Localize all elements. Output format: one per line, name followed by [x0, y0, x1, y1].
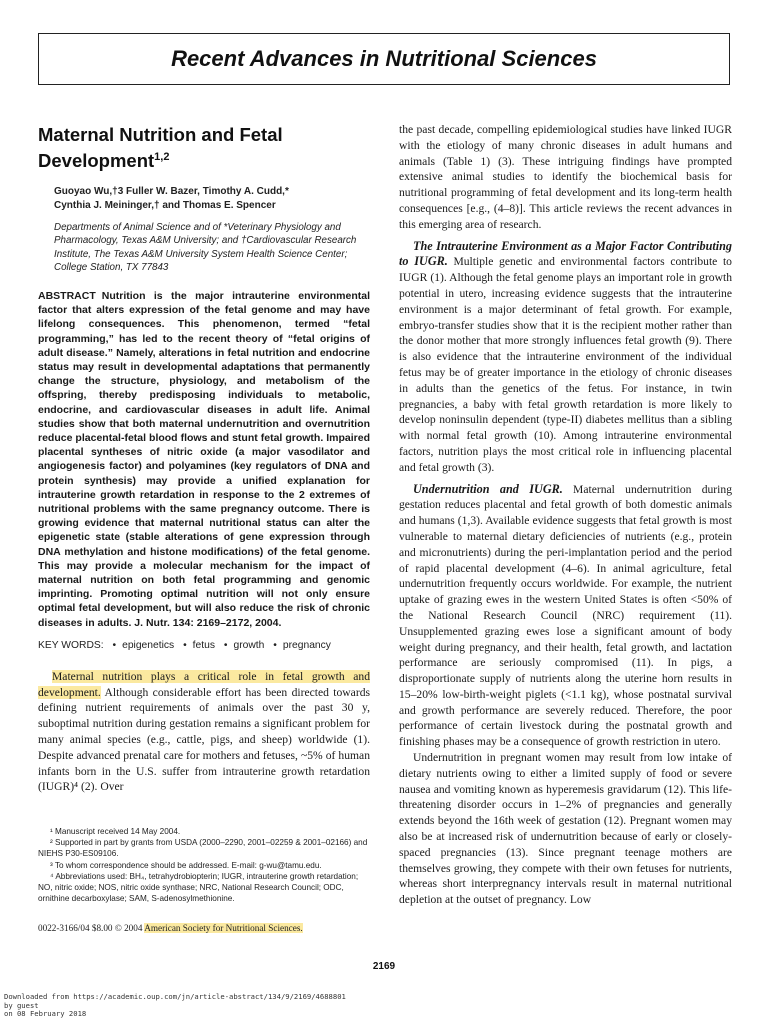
section-text: Multiple genetic and environmental factors contribute to IUGR (1). Although the fetal genome plays an important role in growth potential in utero, increasing evidence suggests that the intrauterine environment is a major determinant of fetal growth. For example, embryo-transfer studies show that it is the recipient mother rather than the donor mother that more strongly influences fetal growth (9). There is also evidence that the intrauterine environment of the individual fetus may be of greater importance in the etiology of chronic diseases in adults than the genetics of the fetus. For instance, in twin pregnancies, a baby with fetal growth retardation is more likely to develop noninsulin dependent (type-II) diabetes mellitus than a sibling with normal fetal growth (10). Among intrauterine environmental factors, nutrition plays the most critical role in influencing placental and fetal growth (3). [399, 255, 732, 474]
journal-section-header [38, 33, 730, 85]
page-number: 2169 [372, 961, 396, 972]
section-text: Maternal undernutrition during gestation reduces placental and fetal growth of both domestic animals and humans (1,3). Available evidence suggests that fetal growth is most vulnerable to maternal dietary deficiencies of nutrients (e.g., protein and micronutrients) during the peri-implantation period and the period of rapid placental development (4–6). In animal agriculture, fetal undernutrition frequently occurs worldwide. For example, the nutrient uptake of grazing ewes in the western United States is often <50% of the National Research Council (NRC) requirement (11). Unsupplemented grazing ewes lose a significant amount of body weight during pregnancy, and their health, fetal growth, and lactation performance are seriously compromised (11). In pigs, a disproportionate supply of nutrients along the uterine horn results in 15–20% low-birth-weight piglets (<1.1 kg), whose postnatal survival and growth performance are severely reduced. Therefore, the poor performance of certain livestock during the postnatal growth and finishing phases may be a consequence of growth restriction in utero. [399, 482, 732, 749]
authors-line-1: Guoyao Wu,†3 Fuller W. Bazer, Timothy A. Cudd,* [54, 186, 289, 198]
download-url: Downloaded from https://academic.oup.com/jn/article-abstract/134/9/2169/4688801 [4, 992, 346, 1001]
keywords [38, 640, 370, 651]
footnotes [38, 826, 370, 904]
section-heading: The Intrauterine Environment as a Major Factor Contributing to IUGR. [399, 238, 732, 269]
left-column [38, 123, 370, 795]
right-column [399, 122, 732, 908]
keyword: growth [233, 639, 265, 651]
keyword: epigenetics [122, 639, 175, 651]
affiliation: Departments of Animal Science and of *Veterinary Physiology and Pharmacology, Texas A&M University; and †Cardiovascular Research Institute, The Texas A&M University System Health Science Center; College Station, TX 77843 [54, 222, 357, 273]
keyword: fetus [192, 639, 215, 651]
section-paragraph [399, 239, 732, 476]
keyword-bullet: • [112, 639, 117, 651]
download-watermark [4, 993, 346, 1019]
footnote: ² Supported in part by grants from USDA (2000–2290, 2001–02259 & 2001–02166) and NIEHS P30-ES09106. [38, 838, 368, 859]
title-footnote-marks: 1,2 [154, 151, 170, 163]
section-paragraph [399, 482, 732, 751]
abstract-text: Nutrition is the major intrauterine environmental factor that alters expression of the fetal genome and may have lifelong consequences. This phenomenon, termed “fetal programming,” has led to the recent theory of “fetal origins of adult disease.” Namely, alterations in fetal nutrition and endocrine status may result in developmental adaptations that permanently change the structure, physiology, and metabolism of the offspring, thereby predisposing individuals to metabolic, endocrine, and cardiovascular diseases in adult life. Animal studies show that both maternal undernutrition and overnutrition reduce placental-fetal blood flows and stunt fetal growth. Impaired placental syntheses of nitric oxide (a major vasodilator and angiogenesis factor) and polyamines (key regulators of DNA and protein synthesis) may provide a unified explanation for intrauterine growth retardation in response to the 2 extremes of nutritional problems with the same pregnancy outcome. There is growing evidence that maternal nutritional status can alter the epigenetic state (stable alterations of gene expression through DNA methylation and histone modifications) of the fetal genome. This may provide a molecular mechanism for the impact of maternal nutrition on both fetal programming and genomic imprinting. Promoting optimal nutrition will not only ensure optimal fetal development, but will also reduce the risk of chronic diseases in adults. [38, 289, 370, 629]
download-user: by guest [4, 1000, 39, 1010]
authors-line-2: Cynthia J. Meininger,† and Thomas E. Spencer [54, 199, 276, 211]
keyword-bullet: • [273, 639, 277, 651]
keywords-label: KEY WORDS: [38, 639, 104, 651]
abstract-citation: J. Nutr. 134: 2169–2172, 2004. [134, 616, 282, 629]
section-title: Recent Advances in Nutritional Sciences [171, 46, 597, 71]
copyright-line: 0022-3166/04 $8.00 © 2004 American Society for Nutritional Sciences. [38, 923, 303, 933]
highlighted-sentence: Maternal nutrition plays a critical role in fetal growth and development. [38, 669, 370, 699]
keyword-bullet: • [183, 639, 187, 651]
highlighted-publisher: American Society for Nutritional Sciences. [144, 923, 303, 933]
download-date: on 08 February 2018 [4, 1009, 87, 1018]
abstract [38, 289, 370, 630]
abstract-label: ABSTRACT [38, 289, 96, 302]
footnote: ³ To whom correspondence should be addressed. E-mail: g-wu@tamu.edu. [50, 860, 322, 870]
author-list [54, 185, 370, 212]
intro-text: Although considerable effort has been directed towards defining nutrient requirements of animals over the past 30 y, suboptimal nutrition during gestation remains a significant problem for many animal species (e.g., cattle, pigs, and sheep) worldwide (1). Despite advanced prenatal care for mothers and fetuses, ~5% of human infants born in the U.S. suffer from intrauterine growth retardation (IUGR)⁴ (2). Over [38, 685, 370, 794]
body-paragraph: Undernutrition in pregnant women may result from low intake of dietary nutrients owing to either a limited supply of food or severe nausea and vomiting known as hyperemesis gravidarum (12). This life-threatening disorder occurs in 1–2% of pregnancies and generally extends beyond the 16th week of gestation (12). Pregnant women may also be at increased risk of undernutrition because of early or closely-spaced pregnancies (13). Since pregnant teenage mothers are themselves growing, they compete with their own fetuses for nutrients, whereas short interpregnancy intervals result in maternal nutritional depletion at the outset of pregnancy. Low [399, 751, 732, 907]
body-paragraph: the past decade, compelling epidemiological studies have linked IUGR with the etiology of many chronic diseases in adult humans and animals (Table 1) (3). These intriguing findings have prompted extensive animal studies to identify the biochemical basis for nutritional programming of fetal development and its long-term health consequences [e.g., (4–8)]. This article reviews the recent advances in this emerging area of research. [399, 123, 732, 231]
keyword: pregnancy [282, 639, 331, 651]
footnote: ⁴ Abbreviations used: BH₄, tetrahydrobiopterin; IUGR, intrauterine growth retardation; NO, nitric oxide; NOS, nitric oxide synthase; NRC, National Research Council; ODC, ornithine decarboxylase; SAM, S-adenosylmethionine. [38, 871, 359, 904]
section-heading: Undernutrition and IUGR. [413, 481, 563, 496]
article-title: Maternal Nutrition and Fetal Development$^{1,2}$ [38, 124, 283, 172]
intro-paragraph [38, 669, 370, 795]
footnote: ¹ Manuscript received 14 May 2004. [50, 827, 181, 836]
keyword-bullet: • [223, 639, 228, 651]
